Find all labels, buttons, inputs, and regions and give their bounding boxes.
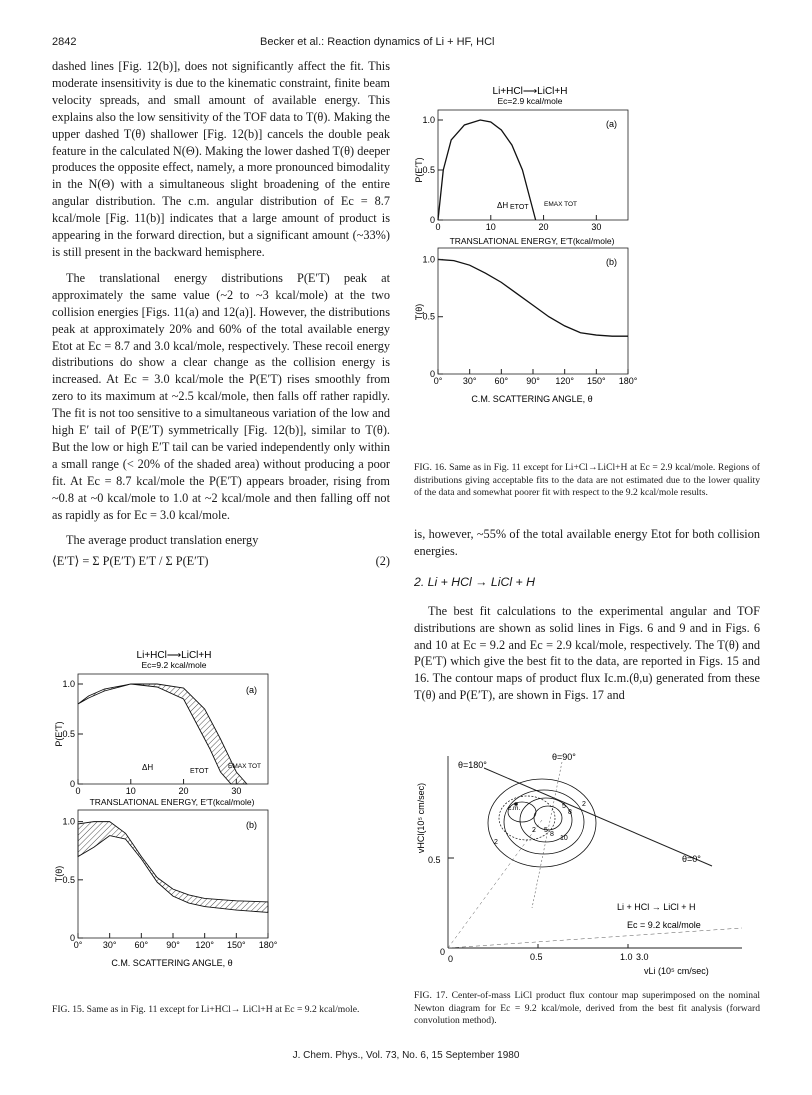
fig17-label-90: θ=90° — [552, 752, 576, 762]
fig16a-ylabel: P(E′T) — [414, 157, 424, 183]
fig16-svg — [412, 82, 642, 462]
contour-10 — [534, 806, 562, 830]
contour-label: 5 — [562, 803, 566, 810]
fig16a-frame — [438, 110, 628, 220]
fig16a-y-tick-label: 1.0 — [422, 115, 435, 125]
contour-label: 5 — [544, 827, 548, 834]
newton-vector-hcl — [448, 928, 742, 948]
fig15a-y-tick-label: 0.5 — [62, 729, 75, 739]
fig16b-x-tick-label: 90° — [526, 376, 540, 386]
paragraph: is, however, ~55% of the total available energy Etot for both collision energies. — [414, 527, 760, 558]
page-number: 2842 — [52, 36, 77, 48]
fig16a-x-tick-label: 10 — [485, 222, 496, 232]
journal-footer: J. Chem. Phys., Vol. 73, No. 6, 15 September 1980 — [292, 1050, 520, 1061]
newton-line-90 — [532, 762, 562, 908]
fig16a-y-ticks — [422, 115, 443, 225]
fig15-reaction: Li+HCl⟶LiCl+H — [136, 650, 212, 661]
figure-15 — [52, 646, 292, 1016]
fig15b-x-tick-label: 120° — [195, 940, 214, 950]
fig17-cm-label: c.m. — [508, 805, 521, 812]
fig17-label-0: θ=0° — [682, 854, 701, 864]
fig16b-panel-label: (b) — [606, 257, 617, 267]
fig16b-y-ticks — [422, 254, 443, 379]
fig16a-xlabel: TRANSLATIONAL ENERGY, E′T(kcal/mole) — [449, 236, 615, 246]
paragraph: The best fit calculations to the experimental angular and TOF distributions are shown as solid lines in Figs. 6 and 9 and in Figs. 6 and 10 at Ec = 9.2 and Ec = 2.9 kcal/mole, respectively. The T(θ) and P(E′T) which give the best fit to the data, are reported in Figs. 15 and 16. The contour maps of product flux Ic.m.(θ,u) generated from these T(θ) and P(E′T), are shown in Figs. 17 and — [414, 603, 760, 703]
fig16b-curve — [438, 259, 628, 336]
equation-number: (2) — [375, 554, 390, 569]
fig15a-y-tick-label: 1.0 — [62, 679, 75, 689]
fig15a-x-ticks — [75, 779, 241, 796]
fig17-ylabel: vHCl(10⁵ cm/sec) — [416, 782, 426, 854]
fig17-origin-label: 0 — [440, 947, 446, 957]
fig16a-annot-emax: EMAX TOT — [544, 201, 577, 208]
equation-body: ⟨E′T⟩ = Σ P(E′T) E′T / Σ P(E′T) — [52, 554, 209, 569]
fig15b-x-tick-label: 30° — [102, 940, 117, 950]
fig15b-x-tick-label: 60° — [134, 940, 149, 950]
fig15b-x-tick-label: 0° — [73, 940, 83, 950]
fig15a-ylabel: P(E′T) — [54, 721, 64, 747]
fig15a-x-tick-label: 30 — [231, 786, 242, 796]
paragraph: dashed lines [Fig. 12(b)], does not significantly affect the fit. This moderate insensitivity is due to the kinematic constraint, finite beam velocity spreads, and small amount of available energy. This explains also the low sensitivity of the TOF data to T(θ). Making the upper dashed T(θ) shallower [Fig. 12(b)] cancels the double peak feature in the calculated N(Θ). Making the lower dashed T(θ) deeper produces the opposite effect, namely, a more pronounced bimodality in the N(Θ) with a simultaneous slight broadening of the entire angular distribution. The c.m. angular distribution of Ec = 8.7 kcal/mole [Fig. 11(b)] indicates that a large amount of product is appearing in the forward direction, but a significant amount (~33%) is still present in the backward hemisphere. — [52, 59, 390, 259]
fig17-tick-x10-label: 1.0 — [620, 952, 633, 962]
fig15a-x-tick-label: 0 — [75, 786, 81, 796]
contour-label: 2 — [494, 839, 498, 846]
contour-label: 2 — [582, 801, 586, 808]
fig16b-frame — [438, 248, 628, 374]
fig16a-annot-etot: ETOT — [510, 204, 529, 211]
fig15b-x-tick-label: 150° — [227, 940, 246, 950]
fig16a-y-tick-label: 0 — [429, 215, 435, 225]
fig16b-x-tick-label: 30° — [462, 376, 477, 386]
fig17-tick-x05-label: 0.5 — [530, 952, 543, 962]
fig15b-x-tick-label: 90° — [166, 940, 180, 950]
fig15a-hatched-band — [78, 684, 247, 784]
fig15a-x-tick-label: 10 — [125, 786, 136, 796]
fig15-energy: Ec=9.2 kcal/mole — [141, 660, 207, 670]
fig17-energy: Ec = 9.2 kcal/mole — [627, 920, 701, 930]
fig16b-y-tick-label: 1.0 — [422, 254, 435, 265]
fig15a-x-tick-label: 20 — [178, 786, 189, 796]
fig16-reaction: Li+HCl⟶LiCl+H — [492, 86, 568, 97]
fig16b-xlabel: C.M. SCATTERING ANGLE, θ — [471, 394, 593, 404]
fig16a-y-tick-label: 0.5 — [422, 165, 435, 175]
paragraph: The average product translation energy — [66, 533, 259, 548]
running-title: Becker et al.: Reaction dynamics of Li + HF, HCl — [260, 36, 495, 48]
fig17-origin-label-x: 0 — [448, 954, 454, 964]
fig17-xlabel: vLi (10⁵ cm/sec) — [644, 966, 709, 976]
fig15b-y-tick-label: 0.5 — [62, 874, 75, 885]
fig16a-panel-label: (a) — [606, 119, 617, 129]
fig16b-x-tick-label: 150° — [587, 376, 606, 386]
figure-17 — [412, 748, 762, 988]
fig15b-y-tick-label: 0 — [69, 933, 75, 943]
contour-label: 10 — [560, 835, 568, 842]
fig15-caption: FIG. 15. Same as in Fig. 11 except for Li+HCl→ LiCl+H at Ec = 9.2 kcal/mole. — [52, 1004, 360, 1015]
fig16a-x-ticks — [435, 215, 601, 232]
fig15-svg — [52, 646, 292, 1016]
fig15a-panel-label: (a) — [246, 685, 257, 695]
fig15a-annot-etot: ETOT — [190, 768, 209, 775]
newton-line-180-0 — [484, 768, 712, 866]
fig17-label-180: θ=180° — [458, 760, 487, 770]
figure-16 — [412, 82, 642, 462]
fig15b-xlabel: C.M. SCATTERING ANGLE, θ — [111, 958, 233, 968]
fig16b-x-tick-label: 180° — [618, 376, 638, 386]
fig17-caption: FIG. 17. Center-of-mass LiCl product flux contour map superimposed on the nominal Newton diagram for Ec = 9.2 kcal/mole, derived from the best fit analysis (forward convolution method). — [414, 990, 760, 1026]
fig16b-y-tick-label: 0.5 — [422, 311, 435, 322]
fig16a-annot-dh: ΔH — [497, 201, 509, 210]
fig17-svg — [412, 748, 762, 988]
contour-label: 8 — [550, 831, 554, 838]
fig16b-x-ticks — [434, 369, 638, 386]
fig15a-annot-dh: ΔH — [142, 763, 154, 772]
fig16-caption: FIG. 16. Same as in Fig. 11 except for Li+Cl→LiCl+H at Ec = 2.9 kcal/mole. Regions of distributions giving acceptable fits to the data are not estimated due to the lower quality of the data and somewhat poorer fit with respect to the 9.2 kcal/mole results. — [414, 462, 760, 498]
fig17-reaction: Li + HCl → LiCl + H — [617, 902, 696, 912]
fig16b-x-tick-label: 0° — [433, 376, 443, 386]
contour-label: 2 — [532, 827, 536, 834]
contour-label: 8 — [568, 809, 572, 816]
fig15b-hatched-band — [78, 822, 268, 913]
fig15a-y-tick-label: 0 — [69, 779, 75, 789]
fig16b-x-tick-label: 60° — [494, 376, 509, 386]
fig15b-ylabel: T(θ) — [54, 865, 64, 883]
fig16b-ylabel: T(θ) — [414, 303, 424, 321]
fig16b-x-tick-label: 120° — [555, 376, 574, 386]
fig16a-x-tick-label: 0 — [435, 222, 441, 232]
fig17-tick-x30-label: 3.0 — [636, 952, 649, 962]
fig16a-x-tick-label: 30 — [591, 222, 602, 232]
fig16a-x-tick-label: 20 — [538, 222, 549, 232]
section-title: 2. Li + HCl → LiCl + H — [414, 574, 535, 589]
fig17-tick-y05-label: 0.5 — [428, 855, 441, 865]
fig15b-x-ticks — [74, 933, 278, 950]
fig16b-y-tick-label: 0 — [429, 369, 435, 379]
fig15b-x-tick-label: 180° — [258, 940, 278, 950]
fig15a-xlabel: TRANSLATIONAL ENERGY, E′T(kcal/mole) — [89, 797, 255, 807]
fig16-energy: Ec=2.9 kcal/mole — [497, 96, 563, 106]
fig15b-y-tick-label: 1.0 — [62, 816, 75, 827]
fig15a-annot-emax: EMAX TOT — [228, 763, 261, 770]
right-column — [414, 526, 760, 713]
fig15a-y-ticks — [62, 679, 83, 789]
paragraph: The translational energy distributions P(E′T) peak at approximately the same value (~2 to ~3 kcal/mole) at the two collision energies [Figs. 11(a) and 12(a)]. However, the distributions peak at approximately 20% and 60% of the total available energy Etot at Ec = 8.7 and 3.0 kcal/mole, respectively. These recoil energy distributions do show a clear change as the collision energy is increased. At Ec = 3.0 kcal/mole the P(E′T) rises smoothly from zero to its maximum at ~2.5 kcal/mole, then falls off rather rapidly. The fit is not too sensitive to a simultaneous variation of the low and high E′ tail of P(E′T) symmetrically [Fig. 12(b)], similar to T(θ). But the low or high E′T tail can be varied independently only within a small range (< 20% of the shaded area) without producing a poor fit. At Ec = 8.7 kcal/mole the P(E′T) appears broader, rising from ~0.8 at ~0 kcal/mole to 1.0 at ~2 kcal/mole and then falling off not as rapidly as for Ec = 3.0 kcal/mole. — [52, 270, 390, 522]
fig15b-panel-label: (b) — [246, 820, 257, 830]
left-column — [52, 58, 390, 584]
equation-2 — [52, 553, 390, 570]
